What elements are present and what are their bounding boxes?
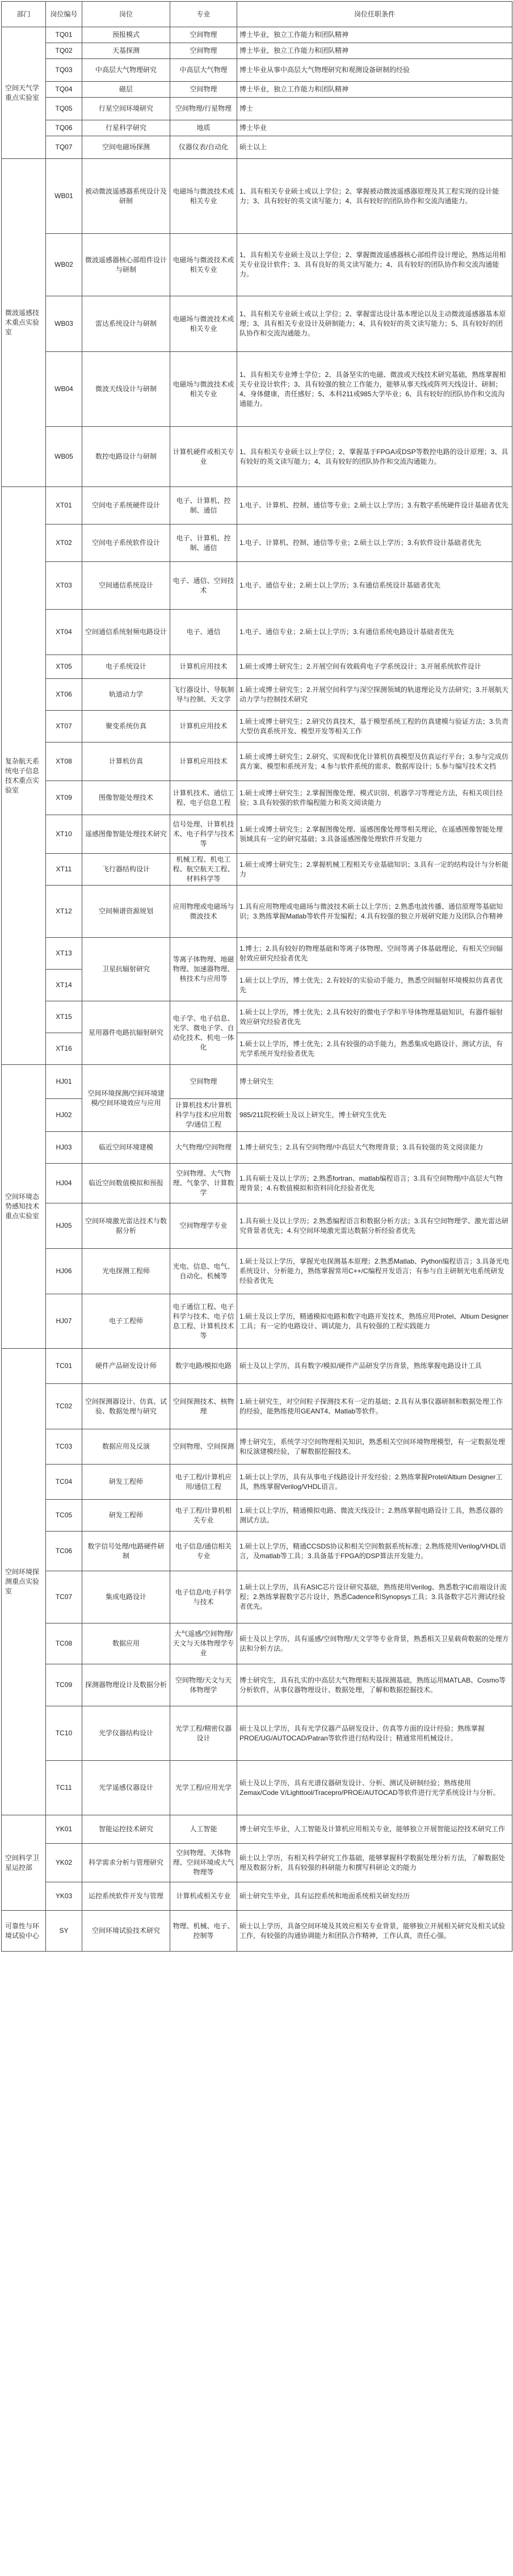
table-row (2, 1571, 512, 1623)
requirements-cell: 1.硕士或博士研究生；2.研究、实现和优化计算机仿真模型及仿真运行平台；3.参与完成仿真方案、模型和系统开发；4.参与软件系统的需求、数据库设计；5.参与编写技术文档 (237, 742, 512, 781)
major-cell: 仪器仪表/自动化 (170, 136, 237, 159)
major-cell: 空间物理、天体物理、空间环境或大气物理等 (170, 1844, 237, 1882)
code-cell: HJ03 (46, 1132, 82, 1164)
code-cell: TQ01 (46, 27, 82, 43)
table-row (2, 82, 512, 98)
table-row (2, 938, 512, 970)
major-cell: 电磁场与微波技术或相关专业 (170, 234, 237, 296)
requirements-cell: 1.电子、通信专业；2.硕士以上学历；3.有通信系统设计基础者优先 (237, 562, 512, 610)
header-position: 岗位 (82, 2, 170, 27)
major-cell: 大气物理/空间物理 (170, 1132, 237, 1164)
requirements-cell: 博士研究生，系统学习空间物理相关知识，熟悉相关空间环境物理模型，有一定数据处理和反演建模经验，了解数据挖掘技术。 (237, 1429, 512, 1465)
position-cell: 运控系统软件开发与管理 (82, 1882, 170, 1911)
position-cell: 空间环境探测/空间环境建模/空间环境效应与应用 (82, 1065, 170, 1132)
requirements-cell: 1.博士研究生；2.具有空间物理/中高层大气物理背景；3.具有较强的英文阅读能力 (237, 1132, 512, 1164)
table-row (2, 159, 512, 234)
position-cell: 探测器物理设计及数据分析 (82, 1664, 170, 1706)
requirements-cell: 博士研究生 (237, 1065, 512, 1099)
requirements-cell: 1.硕士以上学历，博士优先；2.具有较强的动手能力，熟悉集成电路设计、测试方法，有光学系统开发经验者优先 (237, 1033, 512, 1065)
position-cell: 数据应用 (82, 1623, 170, 1664)
major-cell: 空间物理 (170, 1065, 237, 1099)
major-cell: 空间物理、空间探测 (170, 1429, 237, 1465)
code-cell: WB05 (46, 427, 82, 487)
major-cell: 电子信息/通信相关专业 (170, 1532, 237, 1571)
dept-cell: 空间科学卫星运控部 (2, 1815, 46, 1911)
requirements-cell: 硕士及以上学历，具有遥感/空间物理/天文学等专业背景，熟悉相关卫星载荷数据的处理方法和分析方法。 (237, 1623, 512, 1664)
table-row (2, 886, 512, 938)
position-cell: 遥感图像智能处理技术研究 (82, 815, 170, 854)
code-cell: HJ01 (46, 1065, 82, 1099)
position-cell: 光学遥感仪器设计 (82, 1761, 170, 1815)
table-row (2, 1203, 512, 1249)
major-cell: 电子工程/计算机相关专业 (170, 1500, 237, 1532)
position-cell: 空间环境激光雷达技术与数据分析 (82, 1203, 170, 1249)
requirements-cell: 1.硕士及以上学历，精通模拟电路和数字电路开发技术，熟练应用Protel、Altium Designer工具；有一定的电路设计、调试能力，具有较强的工程实践能力 (237, 1294, 512, 1349)
table-row (2, 1294, 512, 1349)
requirements-cell: 博士研究生，具有扎实的中高层大气物理和天基探测基础，熟练运用MATLAB、Cosmo等分析软件，从事仪器物理设计、数据处理，了解和数据挖掘技术。 (237, 1664, 512, 1706)
position-cell: 光电探测工程师 (82, 1249, 170, 1294)
requirements-cell: 1.硕士研究生，对空间粒子探测技术有一定的基础；2.具有从事仪器研制和数据处理工作的经验，能熟练使用GEANT4、Matlab等软件。 (237, 1384, 512, 1429)
code-cell: WB02 (46, 234, 82, 296)
code-cell: XT10 (46, 815, 82, 854)
position-cell: 卫星抗辐射研究 (82, 938, 170, 1001)
requirements-cell: 硕士以上学历，具备空间环境及其效应相关专业背景，能够独立开展相关研究及相关试验工作，有较强的沟通协调能力和团队合作精神，工作认真，责任心强。 (237, 1911, 512, 1952)
dept-cell: 可靠性与环境试验中心 (2, 1911, 46, 1952)
table-row (2, 1065, 512, 1099)
code-cell: XT11 (46, 854, 82, 886)
major-cell: 电磁场与微波技术或相关专业 (170, 352, 237, 427)
table-row (2, 1664, 512, 1706)
table-row (2, 234, 512, 296)
major-cell: 空间物理学专业 (170, 1203, 237, 1249)
header-code: 岗位编号 (46, 2, 82, 27)
requirements-cell: 硕士以上学历，有相关科学研究工作基础，能够掌握科学数据处理分析方法，了解数据处理及数据分析，具有较强的科研能力和撰写科研论文的能力 (237, 1844, 512, 1882)
position-cell: 临近空间数值模拟和预报 (82, 1164, 170, 1203)
table-row (2, 711, 512, 742)
table-row (2, 1532, 512, 1571)
requirements-cell: 硕士及以上学历，具有光谱仪器研发设计、分析、测试及研制经验；熟练使用Zemax/Code V/Lighttool/Tracepro/PROE/AUTOCAD等软件进行光学系统设计与分析。 (237, 1761, 512, 1815)
requirements-cell: 1.硕士以上学历，精通模拟电路、微波天线设计；2.熟练掌握电路设计工具，熟悉仪器的测试方法。 (237, 1500, 512, 1532)
position-cell: 计算机仿真 (82, 742, 170, 781)
code-cell: XT08 (46, 742, 82, 781)
major-cell: 电子、计算机、控制、通信 (170, 525, 237, 562)
code-cell: XT04 (46, 610, 82, 655)
code-cell: TQ02 (46, 43, 82, 59)
position-cell: 图像智能处理技术 (82, 781, 170, 815)
table-row (2, 610, 512, 655)
major-cell: 计算机技术、通信工程、电子信息工程 (170, 781, 237, 815)
table-row (2, 970, 512, 1001)
recruitment-table (1, 1, 512, 1952)
code-cell: XT13 (46, 938, 82, 970)
requirements-cell: 985/211院校硕士及以上研究生，博士研究生优先 (237, 1099, 512, 1132)
major-cell: 电子、计算机、控制、通信 (170, 487, 237, 525)
major-cell: 电子、通信、空间技术 (170, 562, 237, 610)
table-row (2, 815, 512, 854)
major-cell: 计算机技术/计算机科学与技术/应用数学/通信工程 (170, 1099, 237, 1132)
position-cell: 雷达系统设计与研制 (82, 296, 170, 352)
major-cell: 计算机或相关专业 (170, 1882, 237, 1911)
position-cell: 中高层大气物理研究 (82, 59, 170, 82)
requirements-cell: 1、具有相关专业硕士以上学位；2、掌握基于FPGA或DSP等数控电路的设计原理；3、具有较好的英文读写能力；4、具有较好的团队协作和交流沟通能力。 (237, 427, 512, 487)
position-cell: 空间探测器设计、仿真、试验、数据处理与研究 (82, 1384, 170, 1429)
position-cell: 行星科学研究 (82, 120, 170, 136)
major-cell: 中高层大气物理 (170, 59, 237, 82)
major-cell: 电子工程/计算机应用/通信工程 (170, 1465, 237, 1500)
code-cell: WB04 (46, 352, 82, 427)
requirements-cell: 博士毕业 (237, 120, 512, 136)
table-row (2, 136, 512, 159)
position-cell: 光学仪器结构设计 (82, 1706, 170, 1761)
position-cell: 空间频谱资源规划 (82, 886, 170, 938)
requirements-cell: 1.具有硕士及以上学历；2.熟悉fortran、matlab编程语言；3.具有空间物理/中高层大气物理背景；4.有数值模拟和资料同化经验者优先 (237, 1164, 512, 1203)
position-cell: 科学需求分析与管理研究 (82, 1844, 170, 1882)
position-cell: 被动微波遥感器系统设计及研制 (82, 159, 170, 234)
code-cell: TQ06 (46, 120, 82, 136)
code-cell: XT06 (46, 679, 82, 711)
table-row (2, 1623, 512, 1664)
code-cell: HJ02 (46, 1099, 82, 1132)
table-row (2, 781, 512, 815)
major-cell: 物理、机械、电子、控制等 (170, 1911, 237, 1952)
requirements-cell: 1.电子、通信专业；2.硕士以上学历；3.有通信系统电路设计基础者优先 (237, 610, 512, 655)
major-cell: 电子学、电子信息、光学、微电子学、自动化技术、机电一体化 (170, 1001, 237, 1065)
requirements-cell: 硕士及以上学历，具有光学仪器产品研发设计、仿真等方面的设计经验；熟练掌握PROE/UG/AUTOCAD/Patran等软件进行结构设计；精通常用机械设计。 (237, 1706, 512, 1761)
major-cell: 空间探测技术、核物理 (170, 1384, 237, 1429)
position-cell: 飞行器结构设计 (82, 854, 170, 886)
requirements-cell: 1.电子、计算机、控制、通信等专业；2.硕士以上学历；3.有软件设计基础者优先 (237, 525, 512, 562)
major-cell: 计算机应用技术 (170, 742, 237, 781)
table-row (2, 1500, 512, 1532)
table-row (2, 1815, 512, 1844)
table-body (2, 27, 512, 1952)
code-cell: YK03 (46, 1882, 82, 1911)
requirements-cell: 1.具有硕士及以上学历；2.熟悉编程语言和数据分析方法；3.具有空间物理学、激光雷达研究背景者优先；4.有空间环境激光雷达数据分析经验者优先 (237, 1203, 512, 1249)
code-cell: TQ03 (46, 59, 82, 82)
dept-cell: 空间天气学重点实验室 (2, 27, 46, 159)
table-row (2, 1844, 512, 1882)
code-cell: HJ07 (46, 1294, 82, 1349)
requirements-cell: 1.具有应用物理或电磁场与微波技术硕士以上学历；2.熟悉电波传播、通信原理等基础知识；3.熟练掌握Matlab等软件开发编程；4.具有较强的独立开展研究能力及团队合作精神 (237, 886, 512, 938)
dept-cell: 微波遥感技术重点实验室 (2, 159, 46, 487)
code-cell: XT03 (46, 562, 82, 610)
code-cell: TC05 (46, 1500, 82, 1532)
requirements-cell: 硕士研究生毕业，具有运控系统和地面系统相关研发经历 (237, 1882, 512, 1911)
table-row (2, 1164, 512, 1203)
table-row (2, 1033, 512, 1065)
requirements-cell: 1.硕士以上学历，精通CCSDS协议和相关空间数据系统标准；2.熟练使用Verilog/VHDL语言，及matlab等工具；3.具备基于FPGA的DSP算法开发能力。 (237, 1532, 512, 1571)
requirements-cell: 1.电子、计算机、控制、通信等专业；2.硕士以上学历；3.有数字系统硬件设计基础者优先 (237, 487, 512, 525)
table-row (2, 1384, 512, 1429)
major-cell: 空间物理、大气物理、气象学、计算数学 (170, 1164, 237, 1203)
position-cell: 空间电子系统硬件设计 (82, 487, 170, 525)
table-row (2, 525, 512, 562)
major-cell: 计算机应用技术 (170, 711, 237, 742)
major-cell: 数字电路/模拟电路 (170, 1349, 237, 1384)
code-cell: XT15 (46, 1001, 82, 1033)
table-row (2, 1001, 512, 1033)
requirements-cell: 1.硕士或博士研究生；2.掌握图像处理、遥感图像处理等相关理论，在遥感图像智能处理领域具有一定的研究基础；3.具备遥感图像处理软件开发能力 (237, 815, 512, 854)
table-row (2, 487, 512, 525)
requirements-cell: 1、具有相关专业硕士或以上学位；2、掌握雷达设计基本理论以及主动微波遥感器基本原理；3、具有相关专业设计及研制能力；4、具有较好的英文读写能力；5、具有较好的团队协作和交流沟通能力。 (237, 296, 512, 352)
requirements-cell: 1.硕士以上学历，具有ASIC芯片设计研究基础，熟练使用Verilog、熟悉数字IC前端设计流程；2.熟练掌握数字芯片设计，熟悉Cadence和Synopsys工具；3.具备数字芯片测试经验者优先。 (237, 1571, 512, 1623)
code-cell: XT07 (46, 711, 82, 742)
code-cell: TC11 (46, 1761, 82, 1815)
table-row (2, 1706, 512, 1761)
code-cell: TC02 (46, 1384, 82, 1429)
requirements-cell: 1.硕士或博士研究生；2.掌握机械工程相关专业基础知识；3.具有一定的结构设计与分析能力 (237, 854, 512, 886)
requirements-cell: 硕士及以上学历，具有数字/模拟/硬件产品研发学历背景，熟练掌握电路设计工具 (237, 1349, 512, 1384)
code-cell: TQ05 (46, 98, 82, 120)
code-cell: XT05 (46, 655, 82, 679)
requirements-cell: 1.硕士以上学历，博士优先；2.有较好的实验动手能力，熟悉空间辐射环境模拟仿真者优先 (237, 970, 512, 1001)
table-row (2, 1911, 512, 1952)
code-cell: WB03 (46, 296, 82, 352)
table-row (2, 352, 512, 427)
position-cell: 数字信号处理/电路硬件研制 (82, 1532, 170, 1571)
position-cell: 数控电路设计与研制 (82, 427, 170, 487)
major-cell: 应用物理或电磁场与微波技术 (170, 886, 237, 938)
requirements-cell: 1、具有相关专业硕士或以上学位；2、掌握被动微波遥感器原理及其工程实现的设计能力；3、具有较好的英文读写能力；4、具有较好的团队协作和交流沟通能力。 (237, 159, 512, 234)
major-cell: 电磁场与微波技术或相关专业 (170, 296, 237, 352)
major-cell: 地质 (170, 120, 237, 136)
table-row (2, 296, 512, 352)
requirements-cell: 1、具有相关专业博士学位；2、具备坚实的电磁、微波或天线技术研究基础，熟练掌握相关专业设计软件；3、具有较强的独立工作能力，能够从事天线或阵列天线设计、研制；4、身体健康，责任感好；5、本科211或985大学毕业；6、具有较好的团队协作和交流沟通能力。 (237, 352, 512, 427)
code-cell: XT16 (46, 1033, 82, 1065)
requirements-cell: 博士毕业，独立工作能力和团队精神 (237, 43, 512, 59)
position-cell: 微波天线设计与研制 (82, 352, 170, 427)
table-row (2, 1761, 512, 1815)
code-cell: TC10 (46, 1706, 82, 1761)
position-cell: 磁层 (82, 82, 170, 98)
position-cell: 智能运控技术研究 (82, 1815, 170, 1844)
major-cell: 空间物理/天文与天体物理学 (170, 1664, 237, 1706)
table-row (2, 655, 512, 679)
position-cell: 数据应用及反演 (82, 1429, 170, 1465)
requirements-cell: 1.硕士以上学历，博士优先；2.具有较好的微电子学和半导体物理基础知识，有器件辐射效应研究经验者优先 (237, 1001, 512, 1033)
major-cell: 空间物理 (170, 82, 237, 98)
table-row (2, 120, 512, 136)
position-cell: 硬件产品研发设计师 (82, 1349, 170, 1384)
code-cell: HJ04 (46, 1164, 82, 1203)
table-row (2, 1249, 512, 1294)
position-cell: 空间电子系统软件设计 (82, 525, 170, 562)
position-cell: 研发工程师 (82, 1465, 170, 1500)
position-cell: 空间通信系统设计 (82, 562, 170, 610)
code-cell: XT09 (46, 781, 82, 815)
position-cell: 天基探测 (82, 43, 170, 59)
position-cell: 行星空间环境研究 (82, 98, 170, 120)
code-cell: TC08 (46, 1623, 82, 1664)
code-cell: XT12 (46, 886, 82, 938)
position-cell: 星用器件电路抗辐射研究 (82, 1001, 170, 1065)
requirements-cell: 1.博士；2.具有较好的物理基础和等离子体物理、空间等离子体基础理论，有相关空间辐射效应研究经验者优先 (237, 938, 512, 970)
code-cell: TC03 (46, 1429, 82, 1465)
dept-cell: 空间环境态势感知技术重点实验室 (2, 1065, 46, 1349)
position-cell: 研发工程师 (82, 1500, 170, 1532)
position-cell: 空间电磁场探测 (82, 136, 170, 159)
code-cell: TQ04 (46, 82, 82, 98)
requirements-cell: 1.硕士或博士研究生；2.开展空间科学与深空探测领域的轨道理论及方法研究；3.开展航天动力学与控制技术研究 (237, 679, 512, 711)
major-cell: 空间物理/行星物理 (170, 98, 237, 120)
major-cell: 计算机硬件或相关专业 (170, 427, 237, 487)
major-cell: 光学工程/应用光学 (170, 1761, 237, 1815)
requirements-cell: 博士毕业，独立工作能力和团队精神 (237, 82, 512, 98)
code-cell: HJ06 (46, 1249, 82, 1294)
major-cell: 电子信息/电子科学与技术 (170, 1571, 237, 1623)
major-cell: 等离子体物理、地磁物理、加速器物理、核技术与应用等 (170, 938, 237, 1001)
code-cell: SY (46, 1911, 82, 1952)
position-cell: 轨道动力学 (82, 679, 170, 711)
table-row (2, 27, 512, 43)
table-row (2, 1349, 512, 1384)
code-cell: HJ05 (46, 1203, 82, 1249)
code-cell: YK01 (46, 1815, 82, 1844)
code-cell: TC04 (46, 1465, 82, 1500)
position-cell: 电子工程师 (82, 1294, 170, 1349)
major-cell: 电子、通信 (170, 610, 237, 655)
code-cell: XT01 (46, 487, 82, 525)
code-cell: TC06 (46, 1532, 82, 1571)
code-cell: TC01 (46, 1349, 82, 1384)
major-cell: 空间物理 (170, 27, 237, 43)
position-cell: 空间环境试验技术研究 (82, 1911, 170, 1952)
table-row (2, 98, 512, 120)
header-requirements: 岗位任职条件 (237, 2, 512, 27)
position-cell: 微波遥感器核心部组件设计与研制 (82, 234, 170, 296)
code-cell: TQ07 (46, 136, 82, 159)
table-row (2, 43, 512, 59)
table-row (2, 1429, 512, 1465)
requirements-cell: 博士毕业，独立工作能力和团队精神 (237, 27, 512, 43)
table-row (2, 1132, 512, 1164)
table-row (2, 1882, 512, 1911)
table-row (2, 562, 512, 610)
dept-cell: 复杂航天系统电子信息技术重点实验室 (2, 487, 46, 1065)
requirements-cell: 博士 (237, 98, 512, 120)
code-cell: TC09 (46, 1664, 82, 1706)
requirements-cell: 博士研究生毕业，人工智能及计算机应用相关专业，能够独立开展智能运控技术研究工作 (237, 1815, 512, 1844)
table-row (2, 1099, 512, 1132)
header-dept: 部门 (2, 2, 46, 27)
requirements-cell: 硕士以上 (237, 136, 512, 159)
position-cell: 聚变系统仿真 (82, 711, 170, 742)
dept-cell: 空间环境探测重点实验室 (2, 1349, 46, 1815)
recruitment-table-container (1, 0, 512, 1952)
position-cell: 临近空间环境建模 (82, 1132, 170, 1164)
table-row (2, 1465, 512, 1500)
major-cell: 信号处理、计算机技术、电子科学与技术等 (170, 815, 237, 854)
position-cell: 空间通信系统射频电路设计 (82, 610, 170, 655)
major-cell: 电子通信工程、电子科学与技术、电子信息工程、计算机技术等 (170, 1294, 237, 1349)
major-cell: 光学工程/精密仪器设计 (170, 1706, 237, 1761)
table-row (2, 742, 512, 781)
requirements-cell: 1.硕士及以上学历，掌握光电探测基本原理；2.熟悉Matlab、Python编程语言；3.具备光电系统设计、分析能力，熟练掌握常用C++/C编程开发语言；有参与自主研制光电系统研发经验者优先 (237, 1249, 512, 1294)
requirements-cell: 博士毕业从事中高层大气物理研究和观测设备研制的经验 (237, 59, 512, 82)
major-cell: 光电、信息、电气、自动化、机械等 (170, 1249, 237, 1294)
major-cell: 机械工程、机电工程、航空航天工程、材料科学等 (170, 854, 237, 886)
table-header-row (2, 2, 512, 27)
major-cell: 飞行器设计、导航制导与控制、天文学 (170, 679, 237, 711)
requirements-cell: 1、具有相关专业硕士及以上学位；2、掌握微波遥感器核心部组件设计理论，熟练运用相关专业设计软件；3、具有良好的英文读写能力；4、具有较好的团队协作和交流沟通能力。 (237, 234, 512, 296)
requirements-cell: 1.硕士或博士研究生；2.开展空间有效载荷电子学系统设计；3.开展系统软件设计 (237, 655, 512, 679)
major-cell: 计算机应用技术 (170, 655, 237, 679)
position-cell: 电子系统设计 (82, 655, 170, 679)
table-row (2, 679, 512, 711)
table-row (2, 427, 512, 487)
position-cell: 集成电路设计 (82, 1571, 170, 1623)
requirements-cell: 1.硕士或博士研究生；2.掌握图像处理、模式识别、机器学习等理论方法，有相关项目经验；3.具有较强的软件编程能力和英文阅读能力 (237, 781, 512, 815)
header-major: 专业 (170, 2, 237, 27)
code-cell: XT14 (46, 970, 82, 1001)
major-cell: 电磁场与微波技术或相关专业 (170, 159, 237, 234)
code-cell: XT02 (46, 525, 82, 562)
code-cell: WB01 (46, 159, 82, 234)
code-cell: TC07 (46, 1571, 82, 1623)
requirements-cell: 1.硕士或博士研究生；2.研究仿真技术，基于模型系统工程的仿真建模与验证方法；3.负责大型仿真系统开发、模型开发等相关工作 (237, 711, 512, 742)
requirements-cell: 1.硕士以上学历，具有从事电子线路设计开发经验；2.熟练掌握Protel/Altium Designer工具，熟练掌握Verilog/VHDL语言。 (237, 1465, 512, 1500)
table-row (2, 59, 512, 82)
major-cell: 大气遥感/空间物理/天文与天体物理学专业 (170, 1623, 237, 1664)
code-cell: YK02 (46, 1844, 82, 1882)
position-cell: 预报模式 (82, 27, 170, 43)
table-row (2, 854, 512, 886)
major-cell: 空间物理 (170, 43, 237, 59)
major-cell: 人工智能 (170, 1815, 237, 1844)
